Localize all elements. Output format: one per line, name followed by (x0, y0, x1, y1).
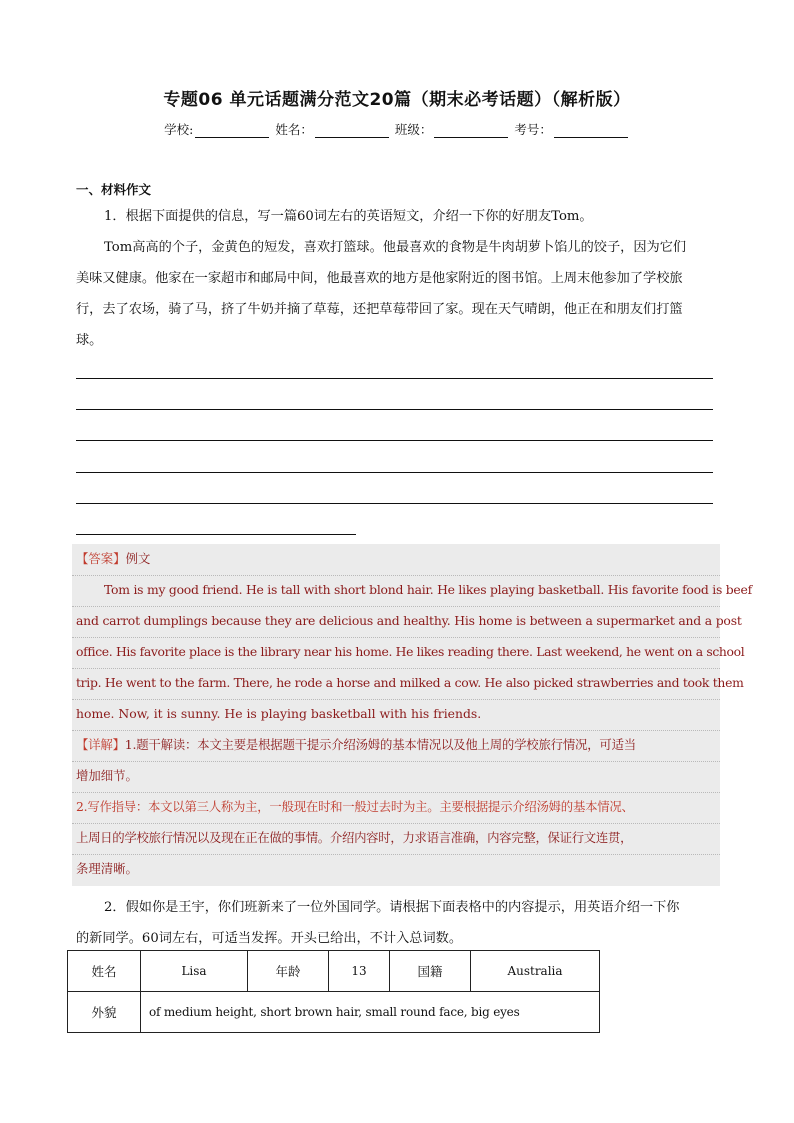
detail-line: 2.写作指导：本文以第三人称为主，一般现在时和一般过去时为主。主要根据提示介绍汤姆的基本情况、 (76, 799, 634, 814)
section-heading: 一、材料作文 (76, 182, 152, 197)
divider (72, 761, 720, 762)
writing-line[interactable] (76, 534, 356, 535)
name-blank[interactable] (315, 125, 389, 138)
question-2-prompt-line: 2．假如你是王宇，你们班新来了一位外国同学。请根据下面表格中的内容提示，用英语介绍一下你 (104, 900, 680, 915)
divider (72, 792, 720, 793)
q1-material-line: 行，去了农场，骑了马，挤了牛奶并摘了草莓，还把草莓带回了家。现在天气晴朗，他正在和朋友们打篮 (76, 302, 683, 317)
divider (72, 637, 720, 638)
detail-line: 增加细节。 (76, 768, 138, 783)
info-table (67, 950, 600, 1033)
answer-label-text: 例文 (125, 551, 151, 566)
question-1-prompt: 1．根据下面提供的信息，写一篇60词左右的英语短文，介绍一下你的好朋友Tom。 (104, 209, 593, 224)
writing-line[interactable] (76, 409, 713, 410)
table-cell: Australia (471, 951, 600, 992)
table-cell: Lisa (141, 951, 248, 992)
q1-material-line: 球。 (76, 333, 103, 348)
detail-line: 条理清晰。 (76, 861, 138, 876)
answer-label: 【答案】 (76, 551, 126, 566)
writing-line[interactable] (76, 378, 713, 379)
divider (72, 823, 720, 824)
writing-line[interactable] (76, 503, 713, 504)
writing-line[interactable] (76, 440, 713, 441)
q1-material-line: 美味又健康。他家在一家超市和邮局中间，他最喜欢的地方是他家附近的图书馆。上周末他参加了学校旅 (76, 271, 683, 286)
table-cell: 年龄 (248, 951, 329, 992)
name-label: 姓名： (275, 122, 313, 137)
class-label: 班级： (394, 122, 433, 137)
table-cell: 姓名 (68, 951, 141, 992)
essay-line: office. His favorite place is the library near his home. He likes reading there. Last weekend, he went on a school (76, 644, 745, 659)
essay-line: trip. He went to the farm. There, he rode a horse and milked a cow. He also picked strawberries and took them (76, 675, 744, 690)
table-cell: 国籍 (390, 951, 471, 992)
detail-line: 上周日的学校旅行情况以及现在正在做的事情。介绍内容时，力求语言准确，内容完整，保证行文连贯， (76, 830, 633, 845)
essay-line: Tom is my good friend. He is tall with short blond hair. He likes playing basketball. His favorite food is beef (104, 582, 752, 597)
table-cell: of medium height, short brown hair, small round face, big eyes (141, 992, 600, 1033)
student-info-line (0, 120, 794, 138)
divider (72, 606, 720, 607)
table-row (68, 951, 600, 992)
table-cell: 13 (329, 951, 390, 992)
detail-label: 【详解】 (76, 737, 125, 752)
divider (72, 854, 720, 855)
detail-text: 1.题干解读：本文主要是根据题干提示介绍汤姆的基本情况以及他上周的学校旅行情况，可适当 (124, 737, 637, 752)
page-title: 专题06 单元话题满分范文20篇（期末必考话题）（解析版） (163, 90, 631, 110)
question-2-prompt-line: 的新同学。60词左右，可适当发挥。开头已给出，不计入总词数。 (76, 931, 463, 946)
exam-number-blank[interactable] (554, 125, 628, 138)
table-cell: 外貌 (68, 992, 141, 1033)
divider (72, 730, 720, 731)
divider (72, 699, 720, 700)
school-blank[interactable] (195, 125, 269, 138)
essay-line: and carrot dumplings because they are delicious and healthy. His home is between a supermarket and a post (76, 613, 742, 628)
answer-heading (76, 549, 720, 569)
school-label: 学校: (164, 122, 194, 137)
exam-number-label: 考号： (514, 122, 552, 137)
divider (72, 668, 720, 669)
class-blank[interactable] (434, 125, 508, 138)
q1-material-line: Tom高高的个子，金黄色的短发，喜欢打篮球。他最喜欢的食物是牛肉胡萝卜馅儿的饺子，因为它们 (104, 240, 687, 255)
writing-line[interactable] (76, 472, 713, 473)
detail-line (76, 735, 720, 755)
essay-line: home. Now, it is sunny. He is playing basketball with his friends. (76, 706, 482, 721)
table-row (68, 992, 600, 1033)
divider (72, 575, 720, 576)
